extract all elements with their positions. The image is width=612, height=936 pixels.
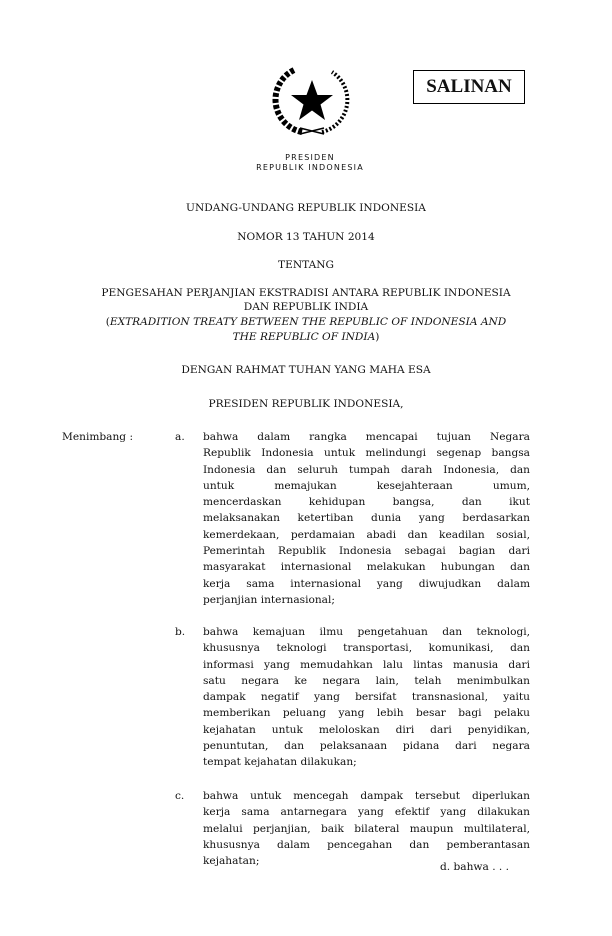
item-line: kejahatan untuk meloloskan diri dari penyidikan, [203,723,530,736]
paren-open: ( [105,316,110,328]
subject-english-1: EXTRADITION TREATY BETWEEN THE REPUBLIC OF INDONESIA AND [109,316,507,328]
item-line: melalui perjanjian, baik bilateral maupun multilateral, [203,822,530,835]
menimbang-item [203,429,530,608]
item-line: satu negara ke negara lain, telah menimbulkan [203,674,530,687]
next-page-catchword: d. bahwa . . . [440,861,510,873]
law-number: NOMOR 13 TAHUN 2014 [237,231,375,243]
subject-line-4 [0,330,612,345]
presidential-emblem-icon [272,62,352,142]
subject-line-3 [0,315,612,330]
menimbang-label: Menimbang : [62,431,134,443]
item-line: kemerdekaan, perdamaian abadi dan keadilan sosial, [203,528,530,541]
item-line: penuntutan, dan pelaksanaan pidana dari negara [203,740,530,753]
tentang: TENTANG [278,259,334,271]
item-line: khususnya dalam pencegahan dan pemberantasan [203,838,530,851]
item-line: mencerdaskan kehidupan bangsa, dan ikut [203,496,530,509]
item-line: melaksanakan ketertiban dunia yang berdasarkan [203,512,530,525]
item-line: kerja sama antarnegara yang efektif yang dilakukan [203,806,530,819]
item-line: bahwa dalam rangka mencapai tujuan Negara [203,431,530,443]
item-letter: b. [175,626,186,638]
emblem-label-republic: REPUBLIK INDONESIA [256,163,364,172]
item-line: Pemerintah Republik Indonesia sebagai bagian dari [203,545,530,558]
item-line: kejahatan; [203,855,260,868]
item-line: khususnya teknologi transportasi, komunikasi, dan [203,642,530,655]
paren-close: ) [375,331,380,343]
subject-line-2: DAN REPUBLIK INDIA [243,301,369,313]
item-line: kerja sama internasional yang diwujudkan dalam [203,577,530,590]
emblem-caption [240,153,380,173]
item-line: perjanjian internasional; [203,593,335,606]
item-letter: a. [175,431,185,443]
law-heading: UNDANG-UNDANG REPUBLIK INDONESIA [186,202,426,214]
item-line: Republik Indonesia untuk melindungi segenap bangsa [203,447,530,460]
subject-line-1: PENGESAHAN PERJANJIAN EKSTRADISI ANTARA REPUBLIK INDONESIA [101,287,511,299]
item-line: untuk memajukan kesejahteraan umum, [203,479,530,492]
item-line: Indonesia dan seluruh tumpah darah Indonesia, dan [203,463,530,476]
preamble-god: DENGAN RAHMAT TUHAN YANG MAHA ESA [181,364,431,376]
item-line: bahwa untuk mencegah dampak tersebut diperlukan [203,790,530,802]
item-line: informasi yang memudahkan lalu lintas manusia dari [203,658,530,671]
item-line: bahwa kemajuan ilmu pengetahuan dan teknologi, [203,626,530,638]
item-line: tempat kejahatan dilakukan; [203,756,357,769]
menimbang-item [203,788,530,869]
item-line: masyarakat internasional melakukan hubungan dan [203,561,530,574]
item-line: memberikan peluang yang lebih besar bagi pelaku [203,707,530,720]
item-line: dampak negatif yang bersifat transnasional, yaitu [203,691,530,704]
salinan-stamp: SALINAN [413,70,525,104]
menimbang-item [203,624,530,771]
preamble-president: PRESIDEN REPUBLIK INDONESIA, [208,398,404,410]
emblem-label-president: PRESIDEN [285,153,335,162]
item-letter: c. [175,790,185,802]
subject-english-2: THE REPUBLIC OF INDIA [232,331,376,343]
